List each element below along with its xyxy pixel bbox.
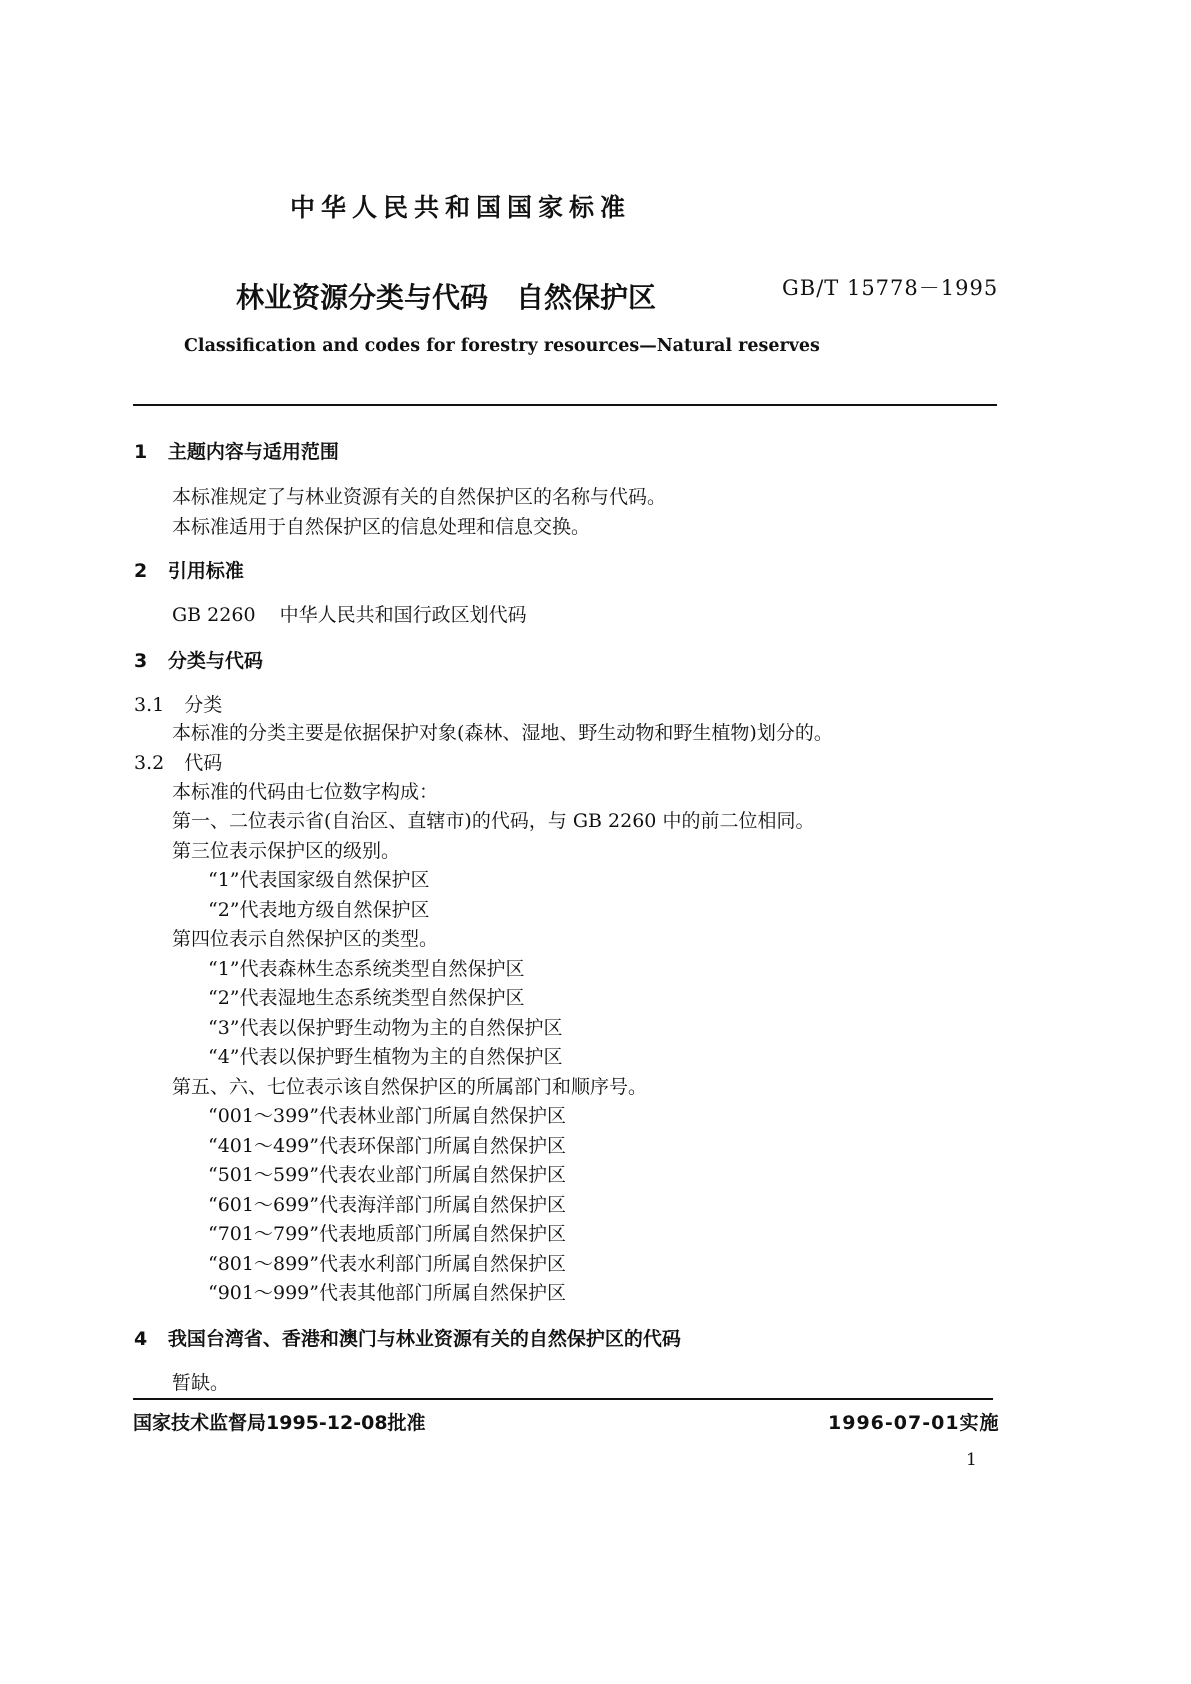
section-1-line-1: 本标准规定了与林业资源有关的自然保护区的名称与代码。 [172,486,667,508]
subsection-3-1-text: 本标准的分类主要是依据保护对象(森林、湿地、野生动物和野生植物)划分的。 [172,722,833,744]
section-title: 主题内容与适用范围 [167,441,339,463]
national-standard-heading: 中华人民共和国国家标准 [290,193,632,222]
section-number: 2 [134,560,148,582]
section-title: 分类与代码 [167,650,263,672]
standard-number: GB/T 15778－1995 [782,276,999,300]
code-line: “2”代表湿地生态系统类型自然保护区 [208,987,525,1009]
subsection-title: 代码 [184,752,223,774]
code-line: “401～499”代表环保部门所属自然保护区 [208,1135,566,1157]
code-line: “701～799”代表地质部门所属自然保护区 [208,1223,566,1245]
section-4-text: 暂缺。 [172,1372,230,1394]
subsection-3-2-heading [134,748,222,775]
reference-standard [172,600,527,627]
section-title: 引用标准 [167,560,244,582]
code-line: “001～399”代表林业部门所属自然保护区 [208,1105,566,1127]
code-line: 第一、二位表示省(自治区、直辖市)的代码，与 GB 2260 中的前二位相同。 [172,810,815,832]
code-line: “601～699”代表海洋部门所属自然保护区 [208,1194,566,1216]
code-line: “1”代表森林生态系统类型自然保护区 [208,958,525,980]
header-rule [133,404,997,406]
page-number: 1 [966,1450,977,1470]
code-line: “501～599”代表农业部门所属自然保护区 [208,1164,566,1186]
reference-title: 中华人民共和国行政区划代码 [279,604,527,626]
section-number: 1 [134,441,148,463]
section-3-heading [134,646,263,673]
code-line: 本标准的代码由七位数字构成： [172,781,439,803]
document-title-en: Classification and codes for forestry resources—Natural reserves [184,336,820,356]
subsection-title: 分类 [184,694,223,716]
section-1-heading [134,437,339,464]
code-line: “801～899”代表水利部门所属自然保护区 [208,1253,566,1275]
reference-code: GB 2260 [172,604,256,626]
document-title-cn: 林业资源分类与代码 自然保护区 [236,281,657,314]
code-line: 第三位表示保护区的级别。 [172,840,401,862]
subsection-3-1-heading [134,690,222,717]
subsection-number: 3.2 [134,752,165,774]
section-2-heading [134,556,244,583]
section-number: 3 [134,650,148,672]
approval-date: 国家技术监督局1995-12-08批准 [133,1412,426,1434]
code-line: 第四位表示自然保护区的类型。 [172,928,439,950]
code-line: “901～999”代表其他部门所属自然保护区 [208,1282,566,1304]
code-line: “1”代表国家级自然保护区 [208,869,430,891]
code-line: “3”代表以保护野生动物为主的自然保护区 [208,1017,563,1039]
section-number: 4 [134,1328,148,1350]
section-1-line-2: 本标准适用于自然保护区的信息处理和信息交换。 [172,516,591,538]
footer-rule [133,1398,993,1400]
subsection-number: 3.1 [134,694,165,716]
code-line: “4”代表以保护野生植物为主的自然保护区 [208,1046,563,1068]
section-title: 我国台湾省、香港和澳门与林业资源有关的自然保护区的代码 [167,1328,681,1350]
section-4-heading [134,1324,681,1351]
code-line: “2”代表地方级自然保护区 [208,899,430,921]
effective-date: 1996-07-01实施 [828,1412,1000,1434]
code-line: 第五、六、七位表示该自然保护区的所属部门和顺序号。 [172,1076,648,1098]
